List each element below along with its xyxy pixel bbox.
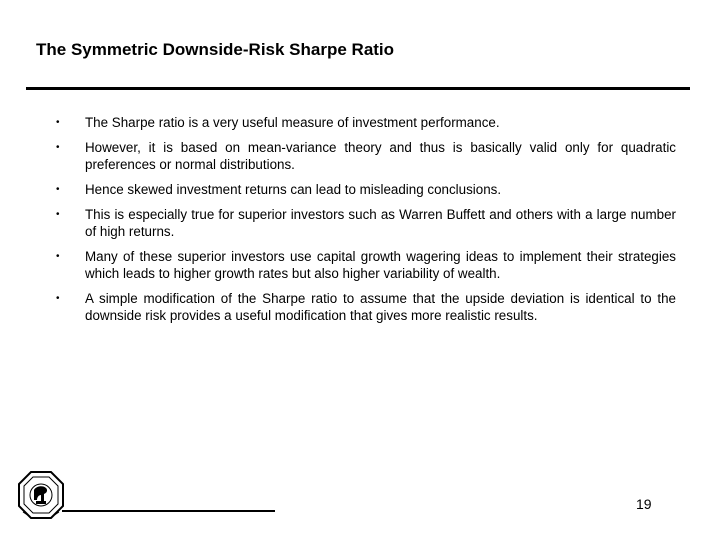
bullet-item [56, 139, 676, 173]
bullet-marker: • [56, 142, 60, 153]
slide-title: The Symmetric Downside-Risk Sharpe Ratio [36, 40, 395, 59]
bullet-item [56, 114, 676, 131]
bullet-text: However, it is based on mean-variance theory and thus is basically valid only for quadratic preferences or normal distributions. [85, 140, 676, 172]
bullet-item [56, 248, 676, 282]
bullet-text: Many of these superior investors use capital growth wagering ideas to implement their strategies which leads to higher growth rates but also higher variability of wealth. [85, 249, 676, 281]
bullet-marker: • [56, 209, 60, 220]
bullet-text: Hence skewed investment returns can lead to misleading conclusions. [85, 182, 502, 197]
bullet-list [56, 114, 676, 332]
bullet-marker: • [56, 251, 60, 262]
octagon-emblem-icon [15, 466, 67, 532]
title-divider [26, 87, 690, 90]
bullet-item [56, 181, 676, 198]
bullet-marker: • [56, 293, 60, 304]
page-number: 19 [636, 496, 652, 512]
bullet-marker: • [56, 117, 60, 128]
bullet-item [56, 290, 676, 324]
bullet-item [56, 206, 676, 240]
bullet-text: The Sharpe ratio is a very useful measure of investment performance. [85, 115, 500, 130]
bullet-text: A simple modification of the Sharpe ratio to assume that the upside deviation is identical to the downside risk provides a useful modification that gives more realistic results. [85, 291, 676, 323]
footer-divider [62, 510, 275, 512]
bullet-marker: • [56, 184, 60, 195]
bullet-text: This is especially true for superior investors such as Warren Buffett and others with a large number of high returns. [85, 207, 676, 239]
